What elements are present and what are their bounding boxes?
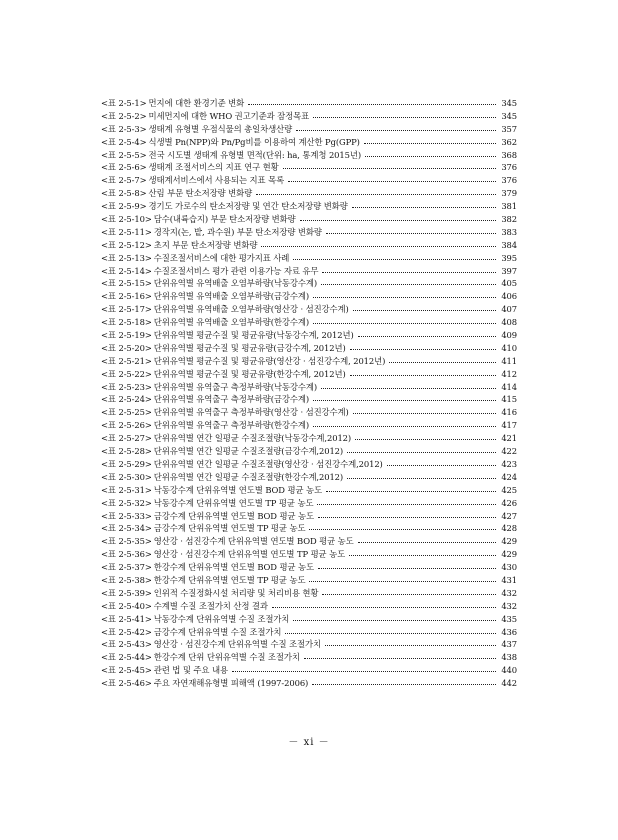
table-label: <표 2-5-28> bbox=[101, 446, 152, 457]
toc-list bbox=[101, 97, 517, 690]
table-label: <표 2-5-5> bbox=[101, 149, 147, 160]
toc-entry[interactable] bbox=[101, 561, 517, 574]
table-title: 단위유역별 유역배출 오염부하량(한강수계) bbox=[153, 317, 310, 328]
table-title: 초지 부문 탄소저장량 변화량 bbox=[153, 239, 258, 250]
page-number: 357 bbox=[501, 123, 517, 134]
toc-entry[interactable] bbox=[101, 587, 517, 600]
table-title: 식생별 Pn(NPP)와 Pn/Pg비를 이용하여 계산한 Pg(GPP) bbox=[148, 136, 360, 147]
toc-entry[interactable] bbox=[101, 174, 517, 187]
page-number: 437 bbox=[501, 639, 517, 650]
dot-leader bbox=[349, 555, 496, 556]
dot-leader bbox=[321, 388, 496, 389]
page-number: 376 bbox=[501, 162, 517, 173]
table-label: <표 2-5-15> bbox=[101, 278, 152, 289]
toc-entry[interactable] bbox=[101, 303, 517, 316]
dot-leader bbox=[358, 542, 496, 543]
dot-leader bbox=[313, 297, 496, 298]
table-title: 단위유역별 유역배출 오염부하량(낙동강수계) bbox=[153, 278, 318, 289]
table-title: 단위유역별 유역출구 측정부하량(낙동강수계) bbox=[153, 381, 318, 392]
toc-entry[interactable] bbox=[101, 510, 517, 523]
dot-leader bbox=[347, 452, 496, 453]
page-number: 381 bbox=[501, 201, 517, 212]
table-label: <표 2-5-14> bbox=[101, 265, 152, 276]
table-title: 먼지에 대한 환경기준 변화 bbox=[148, 98, 245, 108]
toc-entry[interactable] bbox=[101, 626, 517, 639]
dot-leader bbox=[232, 671, 496, 672]
table-label: <표 2-5-20> bbox=[101, 342, 152, 353]
page-number: 409 bbox=[501, 330, 517, 341]
dot-leader bbox=[248, 104, 496, 105]
page-number: 429 bbox=[501, 549, 517, 560]
toc-entry[interactable] bbox=[101, 638, 517, 651]
table-label: <표 2-5-27> bbox=[101, 433, 152, 444]
table-title: 수질조절서비스에 대한 평가지표 사례 bbox=[153, 252, 290, 263]
page-number: 425 bbox=[501, 484, 517, 495]
dot-leader bbox=[288, 181, 496, 182]
toc-entry[interactable] bbox=[101, 355, 517, 368]
page-number: 430 bbox=[501, 562, 517, 573]
table-title: 경작지(논, 밭, 과수원) 부문 탄소저장량 변화량 bbox=[153, 226, 322, 237]
dot-leader bbox=[293, 259, 496, 260]
dot-leader bbox=[296, 130, 496, 131]
toc-entry[interactable] bbox=[101, 677, 517, 690]
table-label: <표 2-5-1> bbox=[101, 98, 147, 108]
table-label: <표 2-5-40> bbox=[101, 600, 152, 611]
dot-leader bbox=[358, 336, 496, 337]
table-label: <표 2-5-13> bbox=[101, 252, 152, 263]
page-number: 415 bbox=[501, 394, 517, 405]
page-number: 345 bbox=[501, 98, 517, 108]
table-label: <표 2-5-10> bbox=[101, 214, 152, 225]
toc-entry[interactable] bbox=[101, 458, 517, 471]
page-number: 428 bbox=[501, 523, 517, 534]
dot-leader bbox=[313, 426, 496, 427]
table-label: <표 2-5-31> bbox=[101, 484, 152, 495]
toc-entry[interactable] bbox=[101, 161, 517, 174]
toc-entry[interactable] bbox=[101, 252, 517, 265]
table-title: 단위유역별 연간 일평균 수질조절량(낙동강수계,2012) bbox=[153, 433, 352, 444]
toc-entry[interactable] bbox=[101, 664, 517, 677]
table-of-contents bbox=[101, 97, 517, 690]
table-label: <표 2-5-12> bbox=[101, 239, 152, 250]
table-title: 금강수계 단위유역별 수질 조절가치 bbox=[153, 626, 282, 637]
dot-leader bbox=[318, 517, 496, 518]
table-label: <표 2-5-23> bbox=[101, 381, 152, 392]
dot-leader bbox=[272, 607, 496, 608]
dot-leader bbox=[352, 207, 496, 208]
table-label: <표 2-5-24> bbox=[101, 394, 152, 405]
dot-leader bbox=[326, 491, 496, 492]
toc-entry[interactable] bbox=[101, 419, 517, 432]
toc-entry[interactable] bbox=[101, 406, 517, 419]
dot-leader bbox=[304, 658, 496, 659]
table-label: <표 2-5-11> bbox=[101, 226, 152, 237]
table-title: 전국 시도별 생태계 유형별 면적(단위: ha, 통계청 2015년) bbox=[148, 149, 362, 160]
toc-entry[interactable] bbox=[101, 393, 517, 406]
page-number: 397 bbox=[501, 265, 517, 276]
dot-leader bbox=[285, 633, 496, 634]
toc-entry[interactable] bbox=[101, 277, 517, 290]
page-number: 442 bbox=[501, 678, 517, 689]
dot-leader bbox=[364, 143, 496, 144]
dot-leader bbox=[350, 349, 496, 350]
table-title: 금강수계 단위유역별 연도별 TP 평균 농도 bbox=[153, 523, 306, 534]
page-number: 438 bbox=[501, 652, 517, 663]
page-number: 412 bbox=[501, 368, 517, 379]
toc-entry[interactable] bbox=[101, 471, 517, 484]
table-label: <표 2-5-16> bbox=[101, 291, 152, 302]
table-label: <표 2-5-30> bbox=[101, 471, 152, 482]
toc-entry[interactable] bbox=[101, 239, 517, 252]
table-label: <표 2-5-42> bbox=[101, 626, 152, 637]
page-number: 424 bbox=[501, 471, 517, 482]
table-title: 단위유역별 유역출구 측정부하량(금강수계) bbox=[153, 394, 310, 405]
page-number: 383 bbox=[501, 226, 517, 237]
table-title: 낙동강수계 단위유역별 연도별 BOD 평균 농도 bbox=[153, 484, 323, 495]
table-label: <표 2-5-41> bbox=[101, 613, 152, 624]
table-title: 단위유역별 평균수질 및 평균유량(한강수계, 2012년) bbox=[153, 368, 346, 379]
page-footer: － xi － bbox=[288, 737, 330, 748]
page-number: 408 bbox=[501, 317, 517, 328]
toc-entry[interactable] bbox=[101, 123, 517, 136]
toc-entry[interactable] bbox=[101, 651, 517, 664]
dot-leader bbox=[389, 362, 496, 363]
dot-leader bbox=[256, 194, 496, 195]
table-label: <표 2-5-7> bbox=[101, 175, 147, 186]
toc-entry[interactable] bbox=[101, 316, 517, 329]
table-label: <표 2-5-6> bbox=[101, 162, 147, 173]
page-number: 421 bbox=[501, 433, 517, 444]
table-label: <표 2-5-39> bbox=[101, 587, 152, 598]
table-title: 단위유역별 평균수질 및 평균유량(낙동강수계, 2012년) bbox=[153, 330, 354, 341]
table-label: <표 2-5-33> bbox=[101, 510, 152, 521]
page-number: 427 bbox=[501, 510, 517, 521]
toc-entry[interactable] bbox=[101, 484, 517, 497]
dot-leader bbox=[355, 439, 496, 440]
table-label: <표 2-5-46> bbox=[101, 678, 152, 689]
table-title: 낙동강수계 단위유역별 연도별 TP 평균 농도 bbox=[153, 497, 314, 508]
table-label: <표 2-5-4> bbox=[101, 136, 147, 147]
table-title: 수질조절서비스 평가 관련 이용가능 자료 유무 bbox=[153, 265, 319, 276]
toc-entry[interactable] bbox=[101, 265, 517, 278]
dot-leader bbox=[322, 594, 496, 595]
page-number: 362 bbox=[501, 136, 517, 147]
dot-leader bbox=[365, 156, 496, 157]
table-title: 생태계 조절서비스의 지표 연구 현황 bbox=[148, 162, 279, 173]
table-title: 단위유역별 평균수질 및 평균유량(금강수계, 2012년) bbox=[153, 342, 346, 353]
page-number: 376 bbox=[501, 175, 517, 186]
page-number: 345 bbox=[501, 110, 517, 121]
dot-leader bbox=[317, 504, 496, 505]
toc-entry[interactable] bbox=[101, 548, 517, 561]
toc-entry[interactable] bbox=[101, 600, 517, 613]
table-label: <표 2-5-3> bbox=[101, 123, 147, 134]
table-label: <표 2-5-37> bbox=[101, 562, 152, 573]
table-label: <표 2-5-21> bbox=[101, 355, 152, 366]
page-number: 411 bbox=[501, 355, 517, 366]
page-number: 432 bbox=[501, 587, 517, 598]
table-title: 경기도 가로수의 탄소저장량 및 연간 탄소저장량 변화량 bbox=[148, 201, 348, 212]
toc-entry[interactable] bbox=[101, 200, 517, 213]
table-title: 영산강 · 섬진강수계 단위유역별 연도별 TP 평균 농도 bbox=[153, 549, 346, 560]
toc-entry[interactable] bbox=[101, 329, 517, 342]
table-label: <표 2-5-45> bbox=[101, 665, 152, 676]
page-number: 416 bbox=[501, 407, 517, 418]
page-number: 422 bbox=[501, 446, 517, 457]
table-title: 영산강 · 섬진강수계 단위유역별 연도별 BOD 평균 농도 bbox=[153, 536, 354, 547]
table-label: <표 2-5-19> bbox=[101, 330, 152, 341]
table-title: 주요 자연재해유형별 피해액 (1997-2006) bbox=[153, 678, 309, 689]
toc-entry[interactable] bbox=[101, 381, 517, 394]
table-title: 미세먼지에 대한 WHO 권고기준과 잠정목표 bbox=[148, 110, 310, 121]
toc-entry[interactable] bbox=[101, 574, 517, 587]
table-label: <표 2-5-9> bbox=[101, 201, 147, 212]
table-label: <표 2-5-8> bbox=[101, 188, 147, 199]
table-title: 산림 부문 탄소저장량 변화량 bbox=[148, 188, 253, 199]
dot-leader bbox=[322, 272, 496, 273]
toc-entry[interactable] bbox=[101, 110, 517, 123]
page-number: 405 bbox=[501, 278, 517, 289]
toc-entry[interactable] bbox=[101, 497, 517, 510]
table-label: <표 2-5-36> bbox=[101, 549, 152, 560]
table-title: 관련 법 및 주요 내용 bbox=[153, 665, 228, 676]
table-title: 담수(내륙습지) 부문 탄소저장량 변화량 bbox=[153, 214, 296, 225]
toc-entry[interactable] bbox=[101, 522, 517, 535]
toc-entry[interactable] bbox=[101, 445, 517, 458]
toc-entry[interactable] bbox=[101, 213, 517, 226]
table-label: <표 2-5-17> bbox=[101, 304, 152, 315]
table-title: 낙동강수계 단위유역별 수질 조절가치 bbox=[153, 613, 290, 624]
dot-leader bbox=[353, 413, 496, 414]
toc-entry[interactable] bbox=[101, 613, 517, 626]
table-label: <표 2-5-43> bbox=[101, 639, 152, 650]
table-label: <표 2-5-22> bbox=[101, 368, 152, 379]
page-number: 431 bbox=[501, 574, 517, 585]
table-title: 한강수계 단위유역별 연도별 BOD 평균 농도 bbox=[153, 562, 315, 573]
table-title: 단위유역별 연간 일평균 수질조절량(한강수계,2012) bbox=[153, 471, 344, 482]
dot-leader bbox=[313, 117, 496, 118]
dot-leader bbox=[309, 529, 496, 530]
page-number: 423 bbox=[501, 458, 517, 469]
table-title: 영산강 · 섬진강수계 단위유역별 수질 조절가치 bbox=[153, 639, 321, 650]
table-label: <표 2-5-2> bbox=[101, 110, 147, 121]
toc-entry[interactable] bbox=[101, 290, 517, 303]
table-title: 금강수계 단위유역별 연도별 BOD 평균 농도 bbox=[153, 510, 315, 521]
toc-entry[interactable] bbox=[101, 97, 517, 110]
toc-entry[interactable] bbox=[101, 187, 517, 200]
dot-leader bbox=[300, 220, 496, 221]
dot-leader bbox=[325, 645, 496, 646]
page-number: 432 bbox=[501, 600, 517, 611]
dot-leader bbox=[353, 310, 496, 311]
table-title: 단위유역별 유역배출 오염부하량(영산강 · 섬진강수계) bbox=[153, 304, 349, 315]
table-title: 한강수계 단위 단위유역별 수질 조절가치 bbox=[153, 652, 300, 663]
table-label: <표 2-5-18> bbox=[101, 317, 152, 328]
page-number: 436 bbox=[501, 626, 517, 637]
page-number: 395 bbox=[501, 252, 517, 263]
dot-leader bbox=[318, 568, 496, 569]
dot-leader bbox=[313, 323, 496, 324]
dot-leader bbox=[313, 400, 496, 401]
table-title: 단위유역별 연간 일평균 수질조절량(금강수계,2012) bbox=[153, 446, 344, 457]
table-label: <표 2-5-34> bbox=[101, 523, 152, 534]
table-title: 생태계 유형별 우점식물의 총일차생산량 bbox=[148, 123, 293, 134]
toc-entry[interactable] bbox=[101, 342, 517, 355]
page-number: 379 bbox=[501, 188, 517, 199]
page-number: 407 bbox=[501, 304, 517, 315]
page-number: 410 bbox=[501, 342, 517, 353]
table-title: 단위유역별 유역배출 오염부하량(금강수계) bbox=[153, 291, 310, 302]
dot-leader bbox=[309, 581, 496, 582]
table-label: <표 2-5-44> bbox=[101, 652, 152, 663]
page-number: 426 bbox=[501, 497, 517, 508]
dot-leader bbox=[347, 478, 496, 479]
table-title: 단위유역별 연간 일평균 수질조절량(영산강 · 섬진강수계,2012) bbox=[153, 458, 383, 469]
dot-leader bbox=[321, 284, 496, 285]
dot-leader bbox=[326, 233, 496, 234]
toc-entry[interactable] bbox=[101, 226, 517, 239]
table-title: 인위적 수질정화시설 처리량 및 처리비용 현황 bbox=[153, 587, 319, 598]
page-number: 384 bbox=[501, 239, 517, 250]
toc-entry[interactable] bbox=[101, 535, 517, 548]
table-title: 단위유역별 유역출구 측정부하량(영산강 · 섬진강수계) bbox=[153, 407, 349, 418]
dot-leader bbox=[312, 684, 496, 685]
table-label: <표 2-5-25> bbox=[101, 407, 152, 418]
dot-leader bbox=[293, 620, 496, 621]
toc-entry[interactable] bbox=[101, 368, 517, 381]
page-number: 406 bbox=[501, 291, 517, 302]
page-number: 368 bbox=[501, 149, 517, 160]
table-label: <표 2-5-26> bbox=[101, 420, 152, 431]
dot-leader bbox=[261, 246, 496, 247]
page-number: 435 bbox=[501, 613, 517, 624]
toc-entry[interactable] bbox=[101, 149, 517, 162]
page-number: 382 bbox=[501, 214, 517, 225]
dot-leader bbox=[387, 465, 496, 466]
toc-entry[interactable] bbox=[101, 432, 517, 445]
table-label: <표 2-5-38> bbox=[101, 574, 152, 585]
table-title: 생태계서비스에서 사용되는 지표 목록 bbox=[148, 175, 285, 186]
table-label: <표 2-5-29> bbox=[101, 458, 152, 469]
table-title: 단위유역별 유역출구 측정부하량(한강수계) bbox=[153, 420, 310, 431]
dot-leader bbox=[283, 168, 496, 169]
page-number: 440 bbox=[501, 665, 517, 676]
table-label: <표 2-5-32> bbox=[101, 497, 152, 508]
page-number: 429 bbox=[501, 536, 517, 547]
table-title: 단위유역별 평균수질 및 평균유량(영산강 · 섬진강수계, 2012년) bbox=[153, 355, 386, 366]
page-number: 417 bbox=[501, 420, 517, 431]
toc-entry[interactable] bbox=[101, 136, 517, 149]
table-title: 수계별 수질 조절가치 산정 결과 bbox=[153, 600, 268, 611]
table-title: 한강수계 단위유역별 연도별 TP 평균 농도 bbox=[153, 574, 306, 585]
table-label: <표 2-5-35> bbox=[101, 536, 152, 547]
dot-leader bbox=[350, 375, 496, 376]
page-number: 414 bbox=[501, 381, 517, 392]
